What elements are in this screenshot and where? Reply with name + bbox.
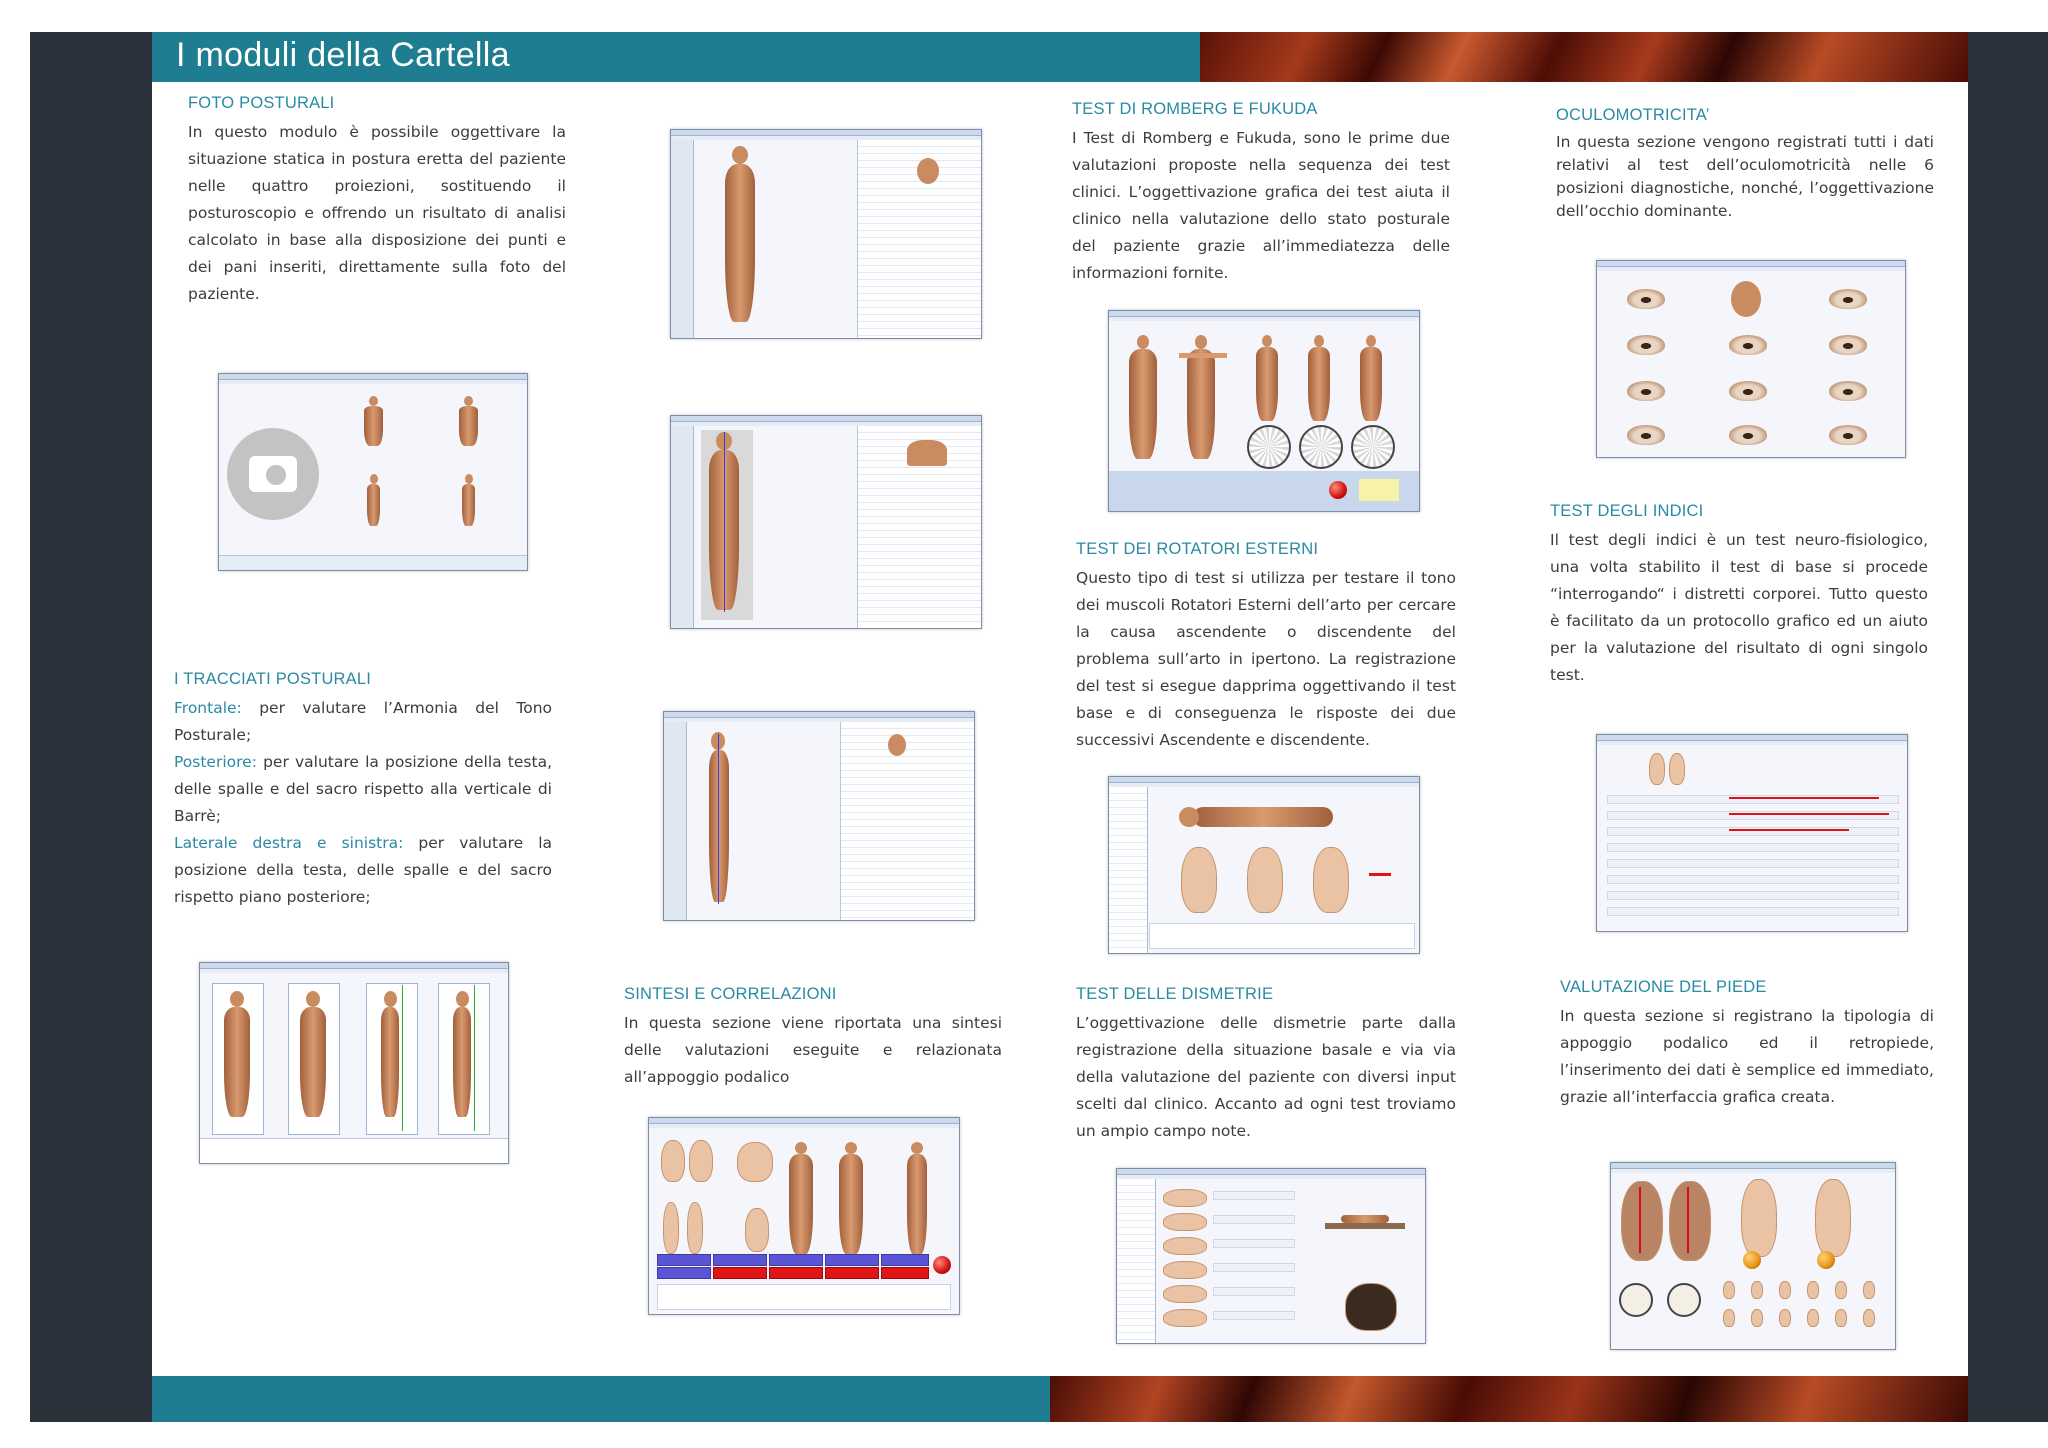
screenshot-indici (1596, 734, 1908, 932)
section-text: In questo modulo è possibile oggettivare la situazione statica in postura eretta del paziente nelle quattro proiezioni, sostituendo il posturoscopio e offrendo un risultato di analisi calcolato in base alla disposizione dei punti e dei pani inseriti, direttamente sulla foto del paziente. (188, 123, 566, 303)
posteriore-label: Posteriore: (174, 753, 257, 771)
section-rotatori (1076, 540, 1456, 754)
footer-teal-band (152, 1376, 1050, 1422)
section-sintesi (624, 985, 1002, 1091)
section-tracciati-posturali (174, 670, 552, 911)
screenshot-frontale (670, 129, 982, 339)
screenshot-rotatori (1108, 776, 1420, 954)
section-text: I Test di Romberg e Fukuda, sono le prime due valutazioni proposte nella sequenza dei test clinici. L’oggettivazione grafica dei test aiuta il clinico nella valutazione dello stato posturale del paziente grazie all’immediatezza delle informazioni fornite. (1072, 129, 1450, 282)
laterale-label: Laterale destra e sinistra: (174, 834, 404, 852)
section-text: L’oggettivazione delle dismetrie parte dalla registrazione della situazione basale e via via della valutazione del paziente con diversi input scelti dal clinico. Accanto ad ogni test troviamo un ampio campo note. (1076, 1014, 1456, 1140)
section-heading: OCULOMOTRICITA’ (1556, 106, 1710, 124)
section-text: In questa sezione vengono registrati tutti i dati relativi al test dell’oculomotricità nelle 6 posizioni diagnostiche, nonché, l’oggettivazione dell’occhio dominante. (1556, 133, 1934, 220)
screenshot-piede (1610, 1162, 1896, 1350)
screenshot-foto-posturali (218, 373, 528, 571)
section-text: Questo tipo di test si utilizza per testare il tono dei muscoli Rotatori Esterni dell’arto per cercare la causa ascendente o discendente del problema sull’arto in ipertono. La registrazione del test si esegue dapprima oggettivando il test base e di conseguenza le risposte dei due successivi Ascendente e discendente. (1076, 569, 1456, 749)
frontale-text: per valutare l’Armonia del Tono Posturale; (174, 699, 552, 744)
section-text: In questa sezione si registrano la tipologia di appoggio podalico ed il retropiede, l’inserimento dei dati è semplice ed immediato, grazie all’interfaccia grafica creata. (1560, 1007, 1934, 1106)
screenshot-romberg (1108, 310, 1420, 512)
section-heading: FOTO POSTURALI (188, 94, 335, 112)
tracciati-frontale (174, 695, 552, 749)
section-heading: SINTESI E CORRELAZIONI (624, 985, 837, 1003)
section-text: In questa sezione viene riportata una sintesi delle valutazioni eseguite e relazionata all’appoggio podalico (624, 1014, 1002, 1086)
footer-bar (152, 1376, 1968, 1422)
section-heading: TEST DI ROMBERG E FUKUDA (1072, 100, 1318, 118)
screenshot-sintesi (648, 1117, 960, 1315)
brochure-page (152, 32, 1968, 1422)
section-heading: TEST DEGLI INDICI (1550, 502, 1704, 520)
section-indici (1550, 502, 1928, 689)
header-bar (152, 32, 1968, 82)
section-piede (1560, 978, 1934, 1111)
tracciati-laterale (174, 830, 552, 911)
laterale-text: per valutare la posizione della testa, delle spalle e del sacro rispetto piano posteriore; (174, 834, 552, 906)
section-heading: VALUTAZIONE DEL PIEDE (1560, 978, 1767, 996)
camera-icon (227, 428, 319, 520)
posteriore-text: per valutare la posizione della testa, delle spalle e del sacro rispetto alla verticale di Barrè; (174, 753, 552, 825)
screenshot-tracciati (199, 962, 509, 1164)
section-romberg (1072, 100, 1450, 287)
section-text: Il test degli indici è un test neuro-fisiologico, una volta stabilito il test di base si procede “interrogando“ i distretti corporei. Tutto questo è facilitato da un protocollo grafico ed un aiuto per la valutazione del risultato di ogni singolo test. (1550, 531, 1928, 684)
screenshot-dismetrie (1116, 1168, 1426, 1344)
header-decorative-image (1200, 32, 1968, 82)
section-dismetrie (1076, 985, 1456, 1145)
screenshot-laterale (663, 711, 975, 921)
screenshot-oculomotricita (1596, 260, 1906, 458)
frontale-label: Frontale: (174, 699, 242, 717)
footer-decorative-image (1050, 1376, 1968, 1422)
section-heading: TEST DEI ROTATORI ESTERNI (1076, 540, 1319, 558)
page-title: I moduli della Cartella (176, 36, 510, 74)
screenshot-posteriore (670, 415, 982, 629)
section-heading: TEST DELLE DISMETRIE (1076, 985, 1274, 1003)
section-foto-posturali (188, 94, 566, 308)
section-oculomotricita (1556, 106, 1934, 223)
section-heading: I TRACCIATI POSTURALI (174, 670, 372, 688)
tracciati-posteriore (174, 749, 552, 830)
